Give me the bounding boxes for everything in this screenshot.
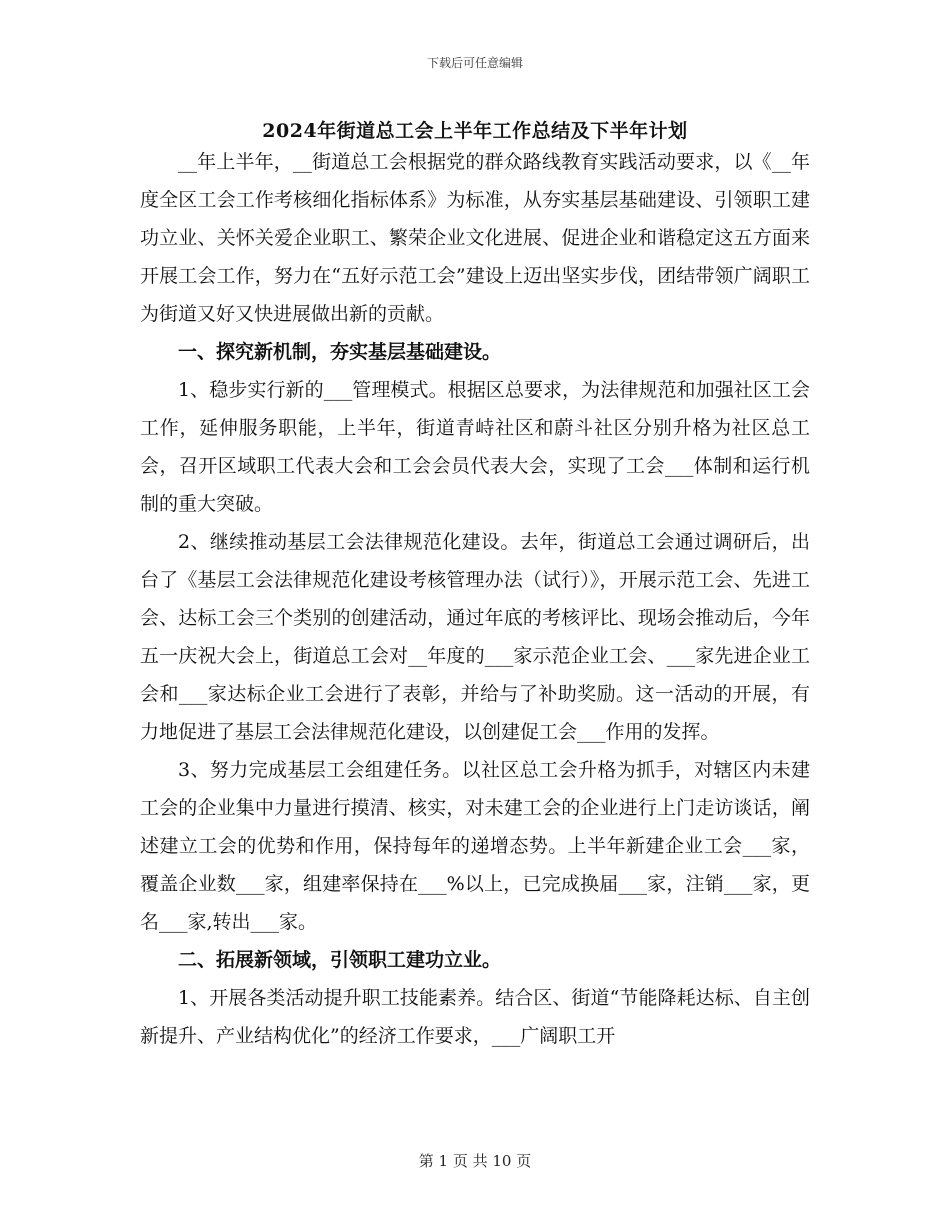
document-body xyxy=(140,143,810,1055)
paragraph-1-3: 3、努力完成基层工会组建任务。以社区总工会升格为抓手，对辖区内未建工会的企业集中力量进行摸清、核实，对未建工会的企业进行上门走访谈话，阐述建立工会的优势和作用，保持每年的递增态势。上半年新建企业工会___家，覆盖企业数___家，组建率保持在___%以上，已完成换届___家，注销___家，更名___家,转出___家。 xyxy=(140,759,810,933)
page-number: 第 1 页 共 10 页 xyxy=(418,1152,532,1170)
paragraph-intro: __年上半年，__街道总工会根据党的群众路线教育实践活动要求，以《__年度全区工会工作考核细化指标体系》为标准，从夯实基层基础建设、引领职工建功立业、关怀关爱企业职工、繁荣企业文化进展、促进企业和谐稳定这五方面来开展工会工作，努力在“五好示范工会”建设上迈出坚实步伐，团结带领广阔职工为街道又好又快进展做出新的贡献。 xyxy=(140,151,810,325)
paragraph-2-1: 1、开展各类活动提升职工技能素养。结合区、街道“节能降耗达标、自主创新提升、产业结构优化”的经济工作要求，___广阔职工开 xyxy=(140,987,810,1047)
document-title: 2024年街道总工会上半年工作总结及下半年计划 xyxy=(262,120,688,142)
paragraph-1-2: 2、继续推动基层工会法律规范化建设。去年，街道总工会通过调研后，出台了《基层工会法律规范化建设考核管理办法（试行）》，开展示范工会、先进工会、达标工会三个类别的创建活动，通过年底的考核评比、现场会推动后，今年五一庆祝大会上，街道总工会对__年度的___家示范企业工会、___家先进企业工会和___家达标企业工会进行了表彰，并给与了补助奖励。这一活动的开展，有力地促进了基层工会法律规范化建设，以创建促工会___作用的发挥。 xyxy=(140,531,810,743)
section-heading-1: 一、探究新机制，夯实基层基础建设。 xyxy=(178,341,502,363)
paragraph-1-1: 1、稳步实行新的___管理模式。根据区总要求，为法律规范和加强社区工会工作，延伸服务职能，上半年，街道青峙社区和蔚斗社区分别升格为社区总工会，召开区域职工代表大会和工会会员代表大会，实现了工会___体制和运行机制的重大突破。 xyxy=(140,379,810,515)
section-heading-2: 二、拓展新领域，引领职工建功立业。 xyxy=(178,949,502,971)
header-note: 下载后可任意编辑 xyxy=(426,56,523,70)
